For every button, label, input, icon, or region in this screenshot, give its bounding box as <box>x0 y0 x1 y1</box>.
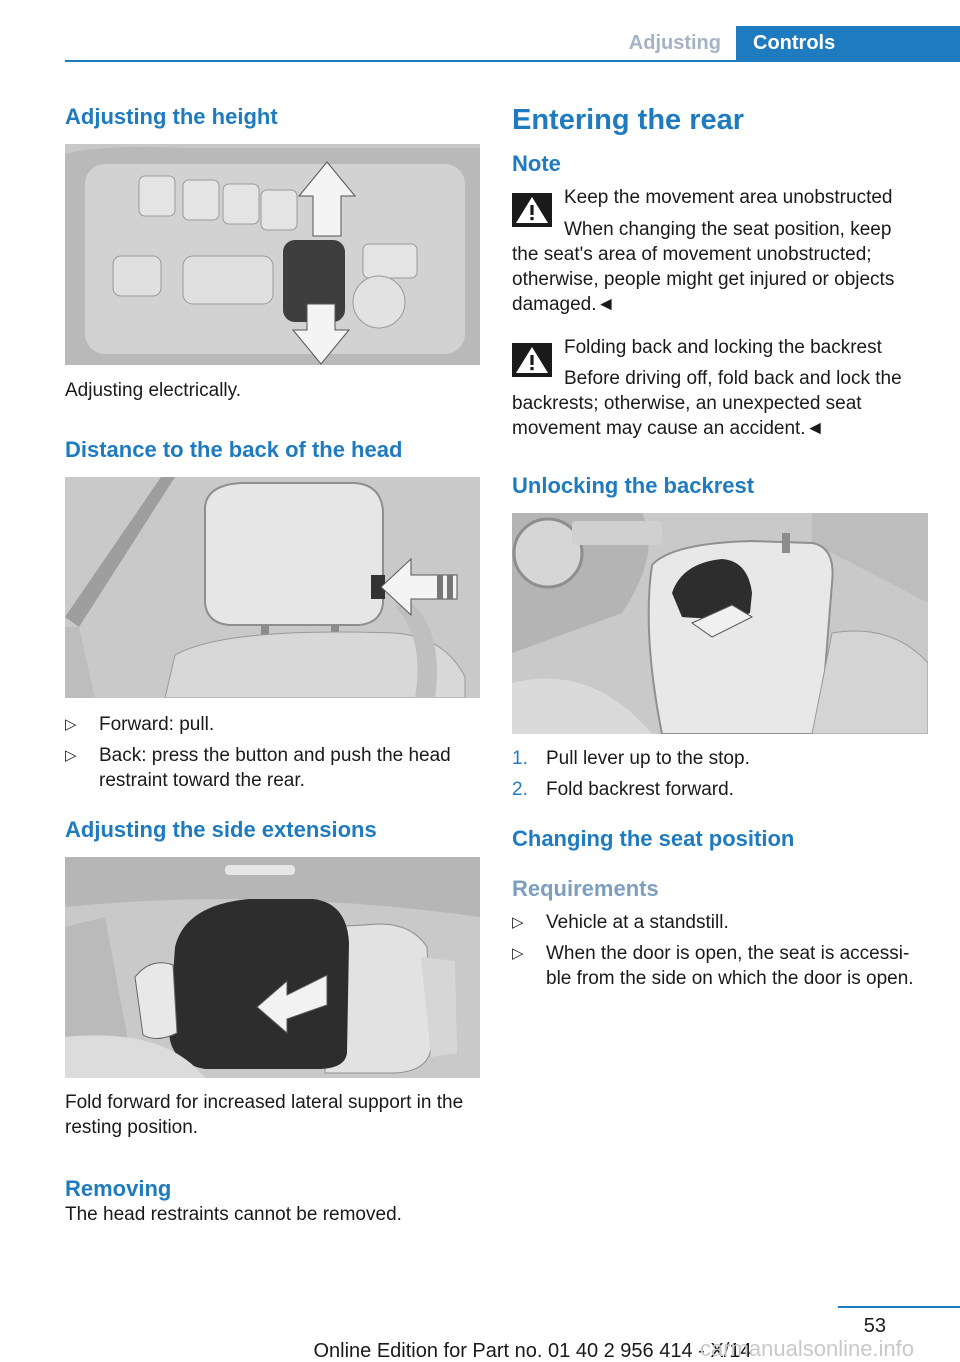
seat-switch-image <box>65 144 480 365</box>
removing-heading: Removing <box>65 1176 172 1201</box>
requirements-list <box>512 910 928 991</box>
list-item: ▷ Vehicle at a standstill. <box>512 912 729 933</box>
header-section: Adjusting <box>628 32 721 54</box>
warning-1-heading: Keep the movement area unobstructed <box>564 187 893 208</box>
note-heading: Note <box>512 151 561 176</box>
removing-text: The head restraints cannot be removed. <box>65 1204 402 1225</box>
warning-1-line2: When changing the seat position, keep <box>564 219 892 240</box>
triangle-bullet-icon: ▷ <box>512 914 524 931</box>
unlocking-backrest-heading: Unlocking the backrest <box>512 473 755 498</box>
list-item: ▷ Forward: pull. <box>65 714 215 735</box>
side-extensions-caption: Fold forward for increased lateral support in the resting position. <box>65 1092 464 1138</box>
footer-rule <box>838 1306 960 1308</box>
triangle-bullet-icon: ▷ <box>512 945 524 962</box>
list-item: 2. Fold backrest forward. <box>512 779 734 800</box>
entering-rear-heading: Entering the rear <box>512 104 745 136</box>
list-item: ▷ When the door is open, the seat is accessi‐ ble from the side on which the door is open. <box>512 943 914 989</box>
changing-seat-heading: Changing the seat position <box>512 826 795 851</box>
warning-triangle-icon <box>512 343 552 377</box>
left-column <box>65 100 480 1227</box>
requirements-heading: Requirements <box>512 876 659 901</box>
warning-block-1 <box>512 185 928 317</box>
distance-list <box>65 712 480 793</box>
list-item: 1. Pull lever up to the stop. <box>512 748 750 769</box>
head-restraint-image <box>65 477 480 698</box>
header-rule <box>65 60 960 62</box>
right-column <box>512 100 928 997</box>
warning-1-text: the seat's area of movement unobstructed; otherwise, people might get injured or objects damaged.◄ <box>512 244 895 315</box>
distance-heading: Distance to the back of the head <box>65 437 403 462</box>
page-number: 53 <box>863 1315 886 1337</box>
backrest-lever-image <box>512 513 928 734</box>
watermark: carmanualsonline.info <box>700 1336 915 1361</box>
height-caption: Adjusting electrically. <box>65 380 242 401</box>
warning-2-line2: Before driving off, fold back and lock the <box>564 368 902 389</box>
list-item: ▷ Back: press the button and push the head restraint toward the rear. <box>65 745 451 791</box>
side-extensions-image <box>65 857 480 1078</box>
footer-edition-text: Online Edition for Part no. 01 40 2 956 414 - X/14 <box>313 1340 752 1362</box>
triangle-bullet-icon: ▷ <box>65 716 77 733</box>
warning-2-heading: Folding back and locking the backrest <box>564 337 882 358</box>
height-heading: Adjusting the height <box>65 104 278 129</box>
step-number: 2. <box>512 779 528 800</box>
warning-block-2 <box>512 335 928 441</box>
side-extensions-heading: Adjusting the side extensions <box>65 817 377 842</box>
unlock-steps-list <box>512 746 928 802</box>
step-number: 1. <box>512 748 528 769</box>
header-chapter-tab[interactable]: Controls <box>736 26 960 62</box>
warning-triangle-icon <box>512 193 552 227</box>
warning-2-text: backrests; otherwise, an unexpected seat movement may cause an accident.◄ <box>512 393 862 439</box>
triangle-bullet-icon: ▷ <box>65 747 77 764</box>
